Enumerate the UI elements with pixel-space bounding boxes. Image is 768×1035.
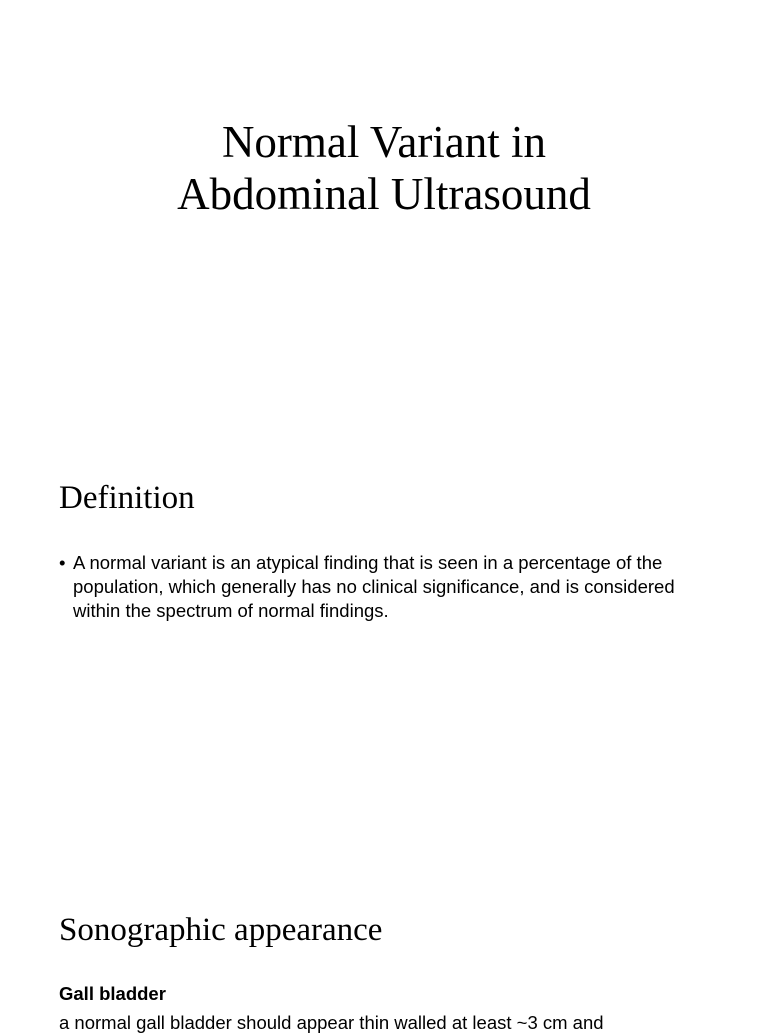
gall-bladder-subheading: Gall bladder <box>59 983 166 1004</box>
definition-text: A normal variant is an atypical finding that is seen in a percentage of the population, which generally has no clinical significance, and is considered within the spectrum of normal findings. <box>73 552 675 621</box>
sonographic-slide <box>0 860 768 1033</box>
sonographic-heading: Sonographic appearance <box>59 912 383 948</box>
title-line-2: Abdominal Ultrasound <box>177 169 591 219</box>
definition-slide <box>0 430 768 860</box>
bullet-icon: • <box>59 552 66 573</box>
definition-bullet <box>59 551 719 623</box>
title-line-1: Normal Variant in <box>221 117 547 167</box>
gall-bladder-text: a normal gall bladder should appear thin walled at least ~3 cm and <box>59 1012 604 1033</box>
definition-heading: Definition <box>59 480 195 516</box>
slide-title <box>0 116 768 220</box>
title-slide <box>0 0 768 430</box>
